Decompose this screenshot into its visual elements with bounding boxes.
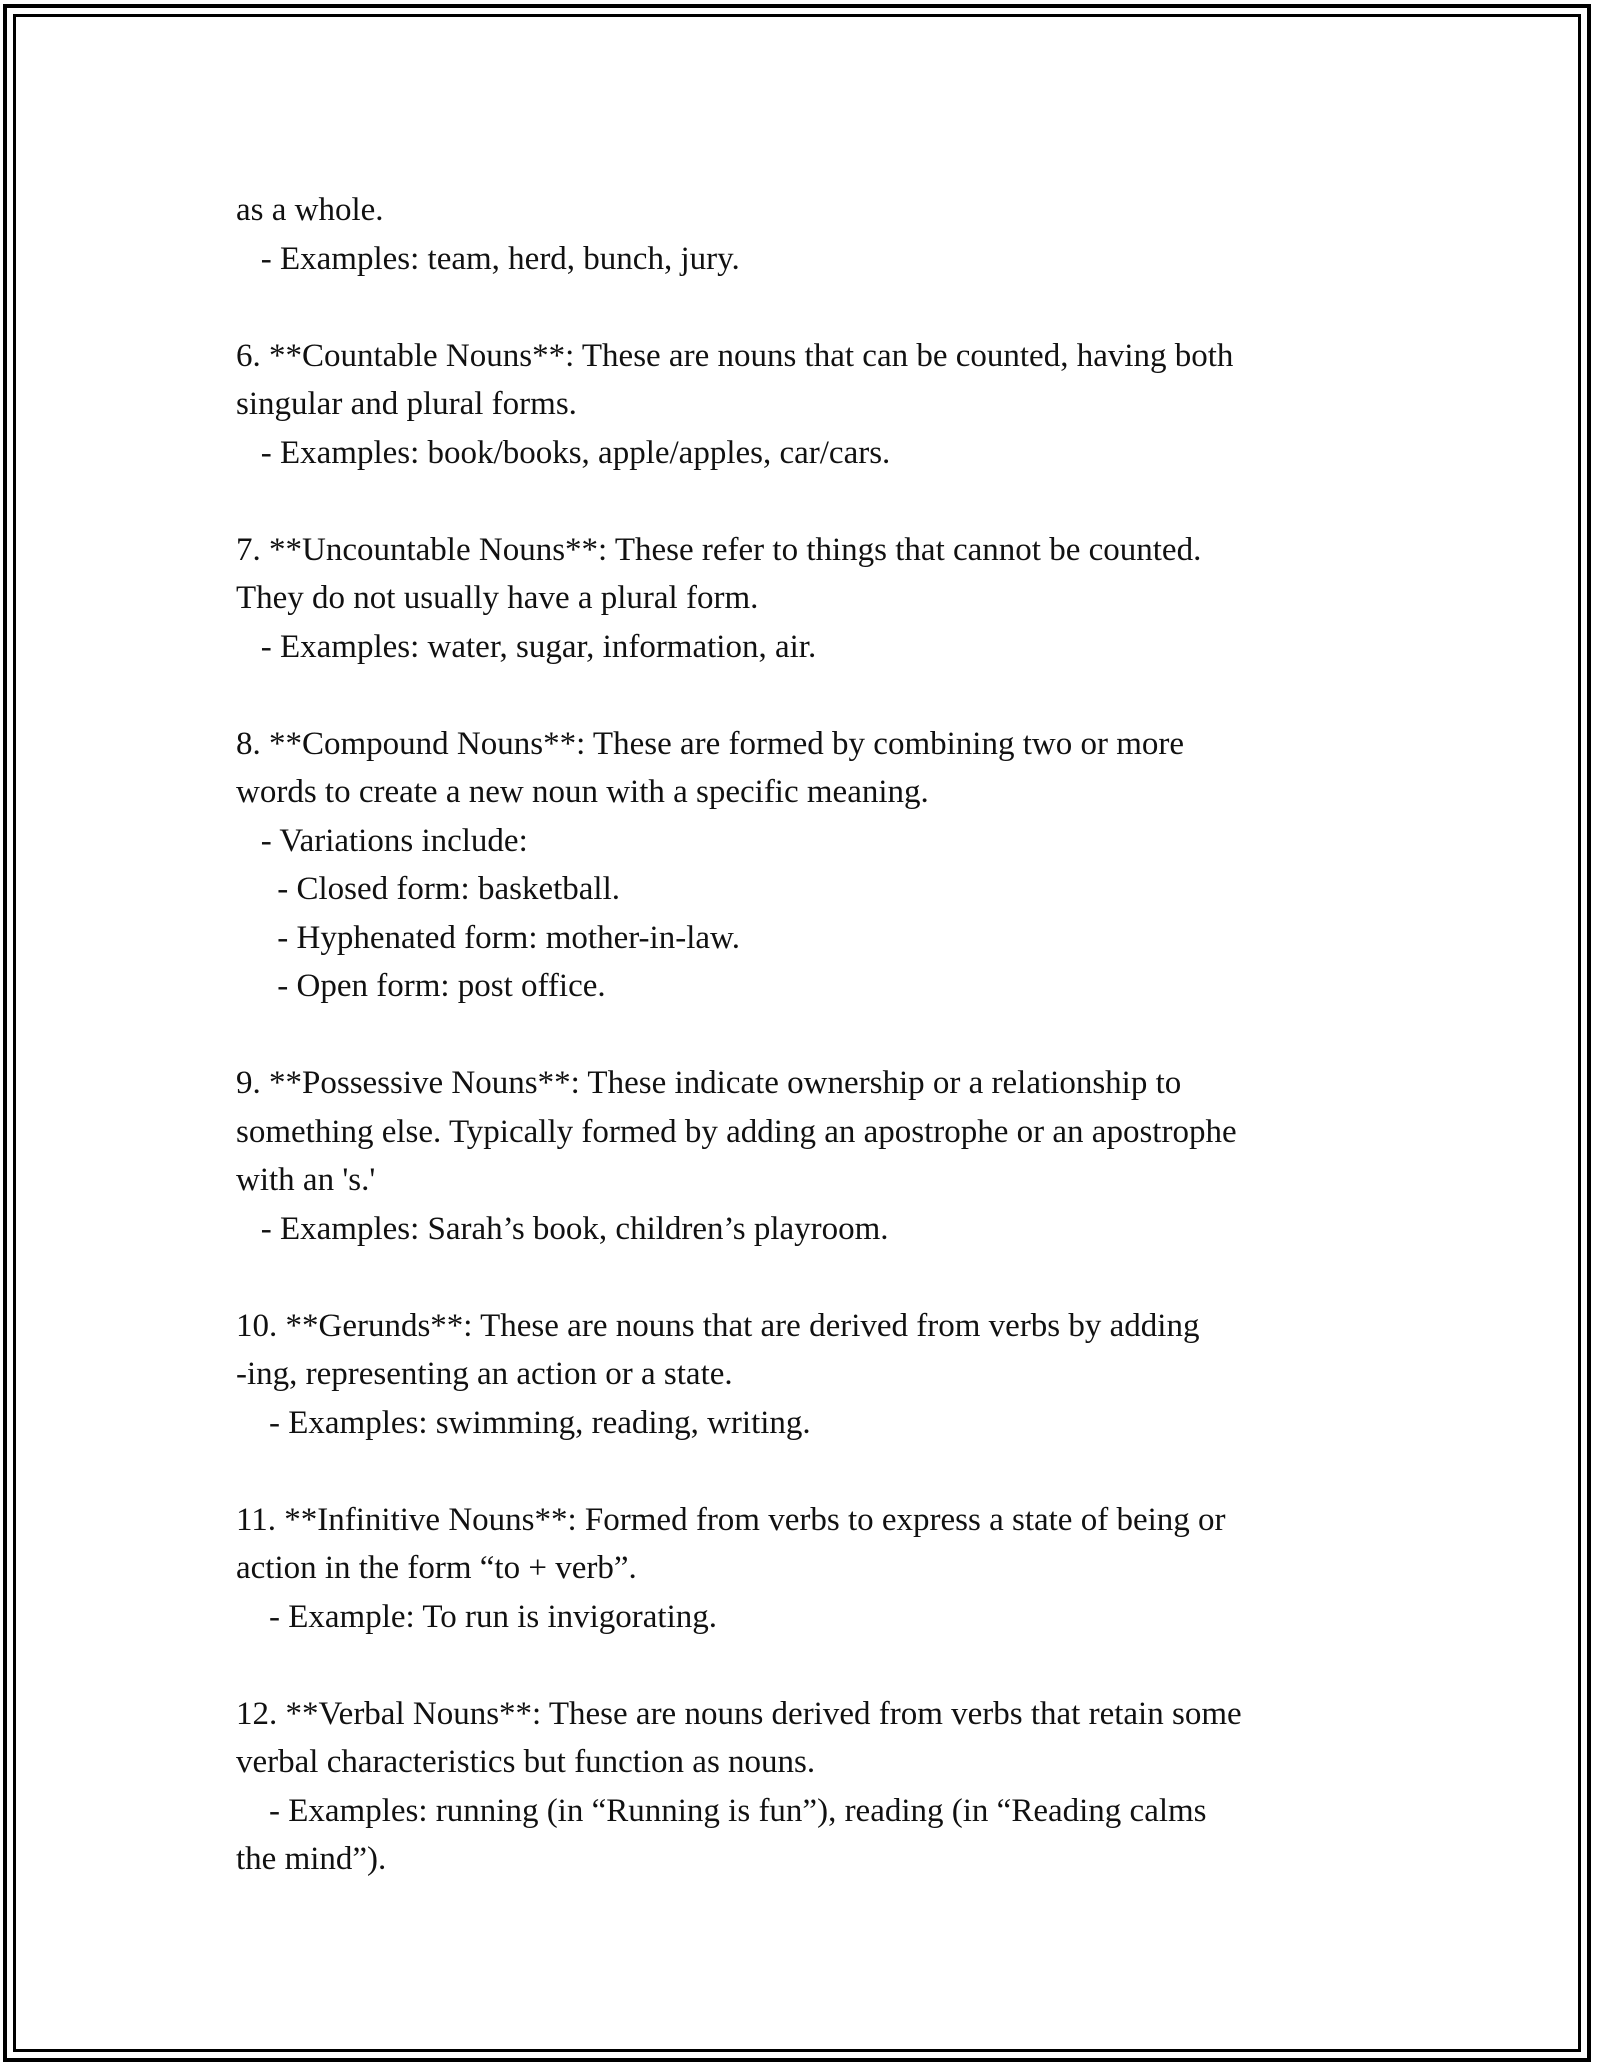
sub-list-line: - Hyphenated form: mother-in-law. — [236, 919, 740, 956]
example-line: - Examples: Sarah’s book, children’s playroom. — [236, 1210, 889, 1247]
text-line: -ing, representing an action or a state. — [236, 1356, 733, 1392]
text-line: verbal characteristics but function as nouns. — [236, 1744, 816, 1780]
example-line: - Examples: book/books, apple/apples, car/cars. — [236, 434, 891, 471]
text-line: with an 's.' — [236, 1162, 376, 1198]
example-line: - Examples: team, herd, bunch, jury. — [236, 240, 740, 277]
paragraph-gap — [236, 1447, 1386, 1496]
text-line: the mind”). — [236, 1841, 387, 1877]
item-infinitive-nouns — [236, 1496, 1386, 1642]
example-line: - Examples: water, sugar, information, air. — [236, 628, 817, 665]
example-line: - Example: To run is invigorating. — [236, 1598, 718, 1635]
item-possessive-nouns — [236, 1059, 1386, 1253]
paragraph-gap — [236, 1253, 1386, 1302]
text-line: singular and plural forms. — [236, 386, 577, 422]
paragraph-gap — [236, 671, 1386, 720]
text-line: words to create a new noun with a specific meaning. — [236, 774, 929, 810]
item-gerunds — [236, 1302, 1386, 1448]
item-uncountable-nouns — [236, 526, 1386, 672]
paragraph-gap — [236, 283, 1386, 332]
item-compound-nouns — [236, 720, 1386, 1011]
text-line: action in the form “to + verb”. — [236, 1550, 637, 1586]
item-heading-line: 11. **Infinitive Nouns**: Formed from verbs to express a state of being or — [236, 1501, 1226, 1538]
sub-list-line: - Closed form: basketball. — [236, 871, 621, 907]
text-line: something else. Typically formed by adding an apostrophe or an apostrophe — [236, 1113, 1237, 1150]
item-heading-line: 8. **Compound Nouns**: These are formed by combining two or more — [236, 725, 1184, 762]
example-line: - Examples: swimming, reading, writing. — [236, 1404, 811, 1441]
text-line: They do not usually have a plural form. — [236, 580, 759, 616]
text-line: as a whole. — [236, 192, 384, 228]
sub-list-line: - Open form: post office. — [236, 968, 606, 1004]
item-heading-line: 12. **Verbal Nouns**: These are nouns derived from verbs that retain some — [236, 1695, 1242, 1732]
paragraph-gap — [236, 1641, 1386, 1690]
item-verbal-nouns — [236, 1690, 1386, 1884]
item-heading-line: 6. **Countable Nouns**: These are nouns that can be counted, having both — [236, 337, 1234, 374]
item-heading-line: 10. **Gerunds**: These are nouns that are derived from verbs by adding — [236, 1307, 1200, 1344]
sub-list-line: - Variations include: — [236, 822, 528, 859]
paragraph-gap — [236, 1011, 1386, 1060]
paragraph-gap — [236, 477, 1386, 526]
example-line: - Examples: running (in “Running is fun”), reading (in “Reading calms — [236, 1792, 1207, 1829]
item-heading-line: 9. **Possessive Nouns**: These indicate ownership or a relationship to — [236, 1065, 1182, 1101]
item-heading-line: 7. **Uncountable Nouns**: These refer to things that cannot be counted. — [236, 531, 1202, 568]
item-countable-nouns — [236, 332, 1386, 478]
document-body — [236, 186, 1386, 1884]
intro-paragraph — [236, 186, 1386, 283]
